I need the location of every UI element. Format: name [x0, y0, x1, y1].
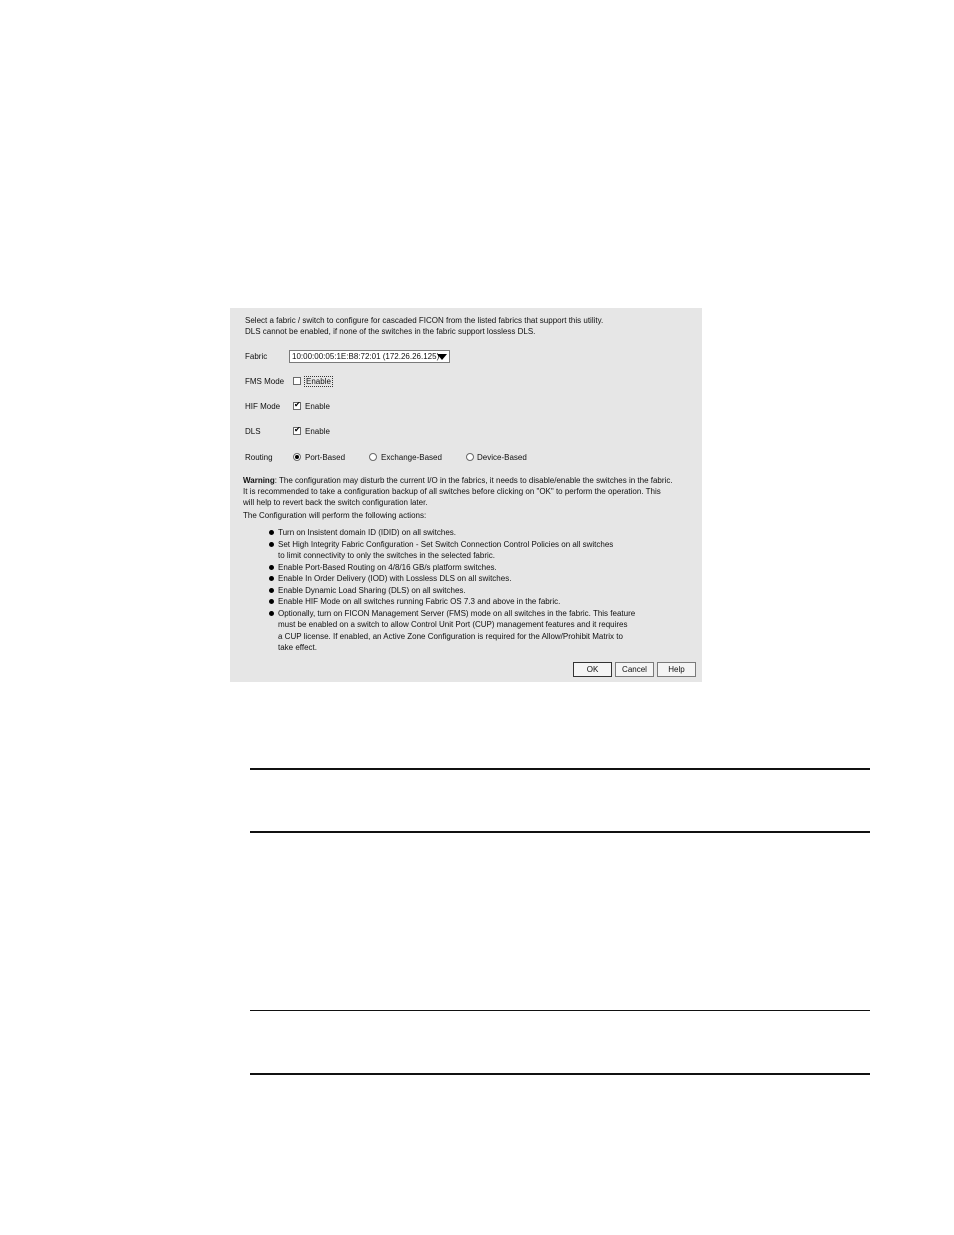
fms-mode-checkbox[interactable]: [293, 377, 301, 385]
divider: [250, 1010, 870, 1011]
fms-mode-enable-label[interactable]: Enable: [306, 377, 331, 386]
routing-port-based-radio[interactable]: [293, 453, 301, 461]
hif-mode-enable-label[interactable]: Enable: [305, 402, 330, 411]
fms-mode-label: FMS Mode: [245, 377, 285, 386]
radio-selected-dot: [295, 455, 299, 459]
list-item: Enable HIF Mode on all switches running Fabric OS 7.3 and above in the fabric.: [268, 596, 678, 608]
warning-text: : The configuration may disturb the current I/O in the fabrics, it needs to disable/enable the switches in the fabric. It is recommended to take a configuration backup of all switches before clicking on "OK" to perform the operation. This will help to revert back the switch configuration later.: [243, 476, 673, 507]
help-button[interactable]: Help: [657, 662, 696, 677]
cancel-button[interactable]: Cancel: [615, 662, 654, 677]
hif-mode-label: HIF Mode: [245, 402, 281, 411]
dls-checkbox[interactable]: [293, 427, 301, 435]
cascaded-ficon-dialog: [230, 308, 702, 682]
routing-label: Routing: [245, 453, 273, 462]
ok-button[interactable]: OK: [573, 662, 612, 677]
actions-intro: The Configuration will perform the following actions:: [243, 511, 427, 520]
fabric-label: Fabric: [245, 352, 268, 361]
list-item: Enable Dynamic Load Sharing (DLS) on all switches.: [268, 585, 678, 597]
divider: [250, 1073, 870, 1075]
divider: [250, 831, 870, 833]
hif-mode-checkbox[interactable]: [293, 402, 301, 410]
fms-mode-enable-wrap: [304, 376, 333, 387]
fabric-selected-value: 10:00:00:05:1E:B8:72:01 (172.26.26.125): [292, 352, 440, 361]
checkmark-icon: ✔: [294, 425, 301, 434]
routing-device-based-radio[interactable]: [466, 453, 474, 461]
list-item: Turn on Insistent domain ID (IDID) on all switches.: [268, 527, 678, 539]
routing-port-based-label[interactable]: Port-Based: [305, 453, 346, 462]
intro-text-line1: Select a fabric / switch to configure for cascaded FICON from the listed fabrics that support this utility.: [245, 316, 604, 325]
warning-label: Warning: [243, 476, 275, 485]
warning-message: [243, 475, 673, 508]
dls-enable-label[interactable]: Enable: [305, 427, 330, 436]
list-item: Enable In Order Delivery (IOD) with Lossless DLS on all switches.: [268, 573, 678, 585]
fabric-dropdown[interactable]: [289, 350, 450, 363]
routing-exchange-based-label[interactable]: Exchange-Based: [381, 453, 442, 462]
actions-list: [268, 527, 678, 654]
dls-label: DLS: [245, 427, 261, 436]
routing-exchange-based-radio[interactable]: [369, 453, 377, 461]
list-item: Enable Port-Based Routing on 4/8/16 GB/s platform switches.: [268, 562, 678, 574]
list-item: Optionally, turn on FICON Management Server (FMS) mode on all switches in the fabric. This feature must be enabled on a switch to allow Control Unit Port (CUP) management features and it requires a CUP license. If enabled, an Active Zone Configuration is required for the Allow/Prohibit Matrix to take effect.: [268, 608, 678, 654]
chevron-down-icon: [437, 354, 447, 360]
checkmark-icon: ✔: [294, 400, 301, 409]
intro-text-line2: DLS cannot be enabled, if none of the switches in the fabric support lossless DLS.: [245, 327, 536, 336]
divider: [250, 768, 870, 770]
routing-device-based-label[interactable]: Device-Based: [477, 453, 527, 462]
list-item: Set High Integrity Fabric Configuration - Set Switch Connection Control Policies on all switches to limit connectivity to only the switches in the selected fabric.: [268, 539, 678, 562]
